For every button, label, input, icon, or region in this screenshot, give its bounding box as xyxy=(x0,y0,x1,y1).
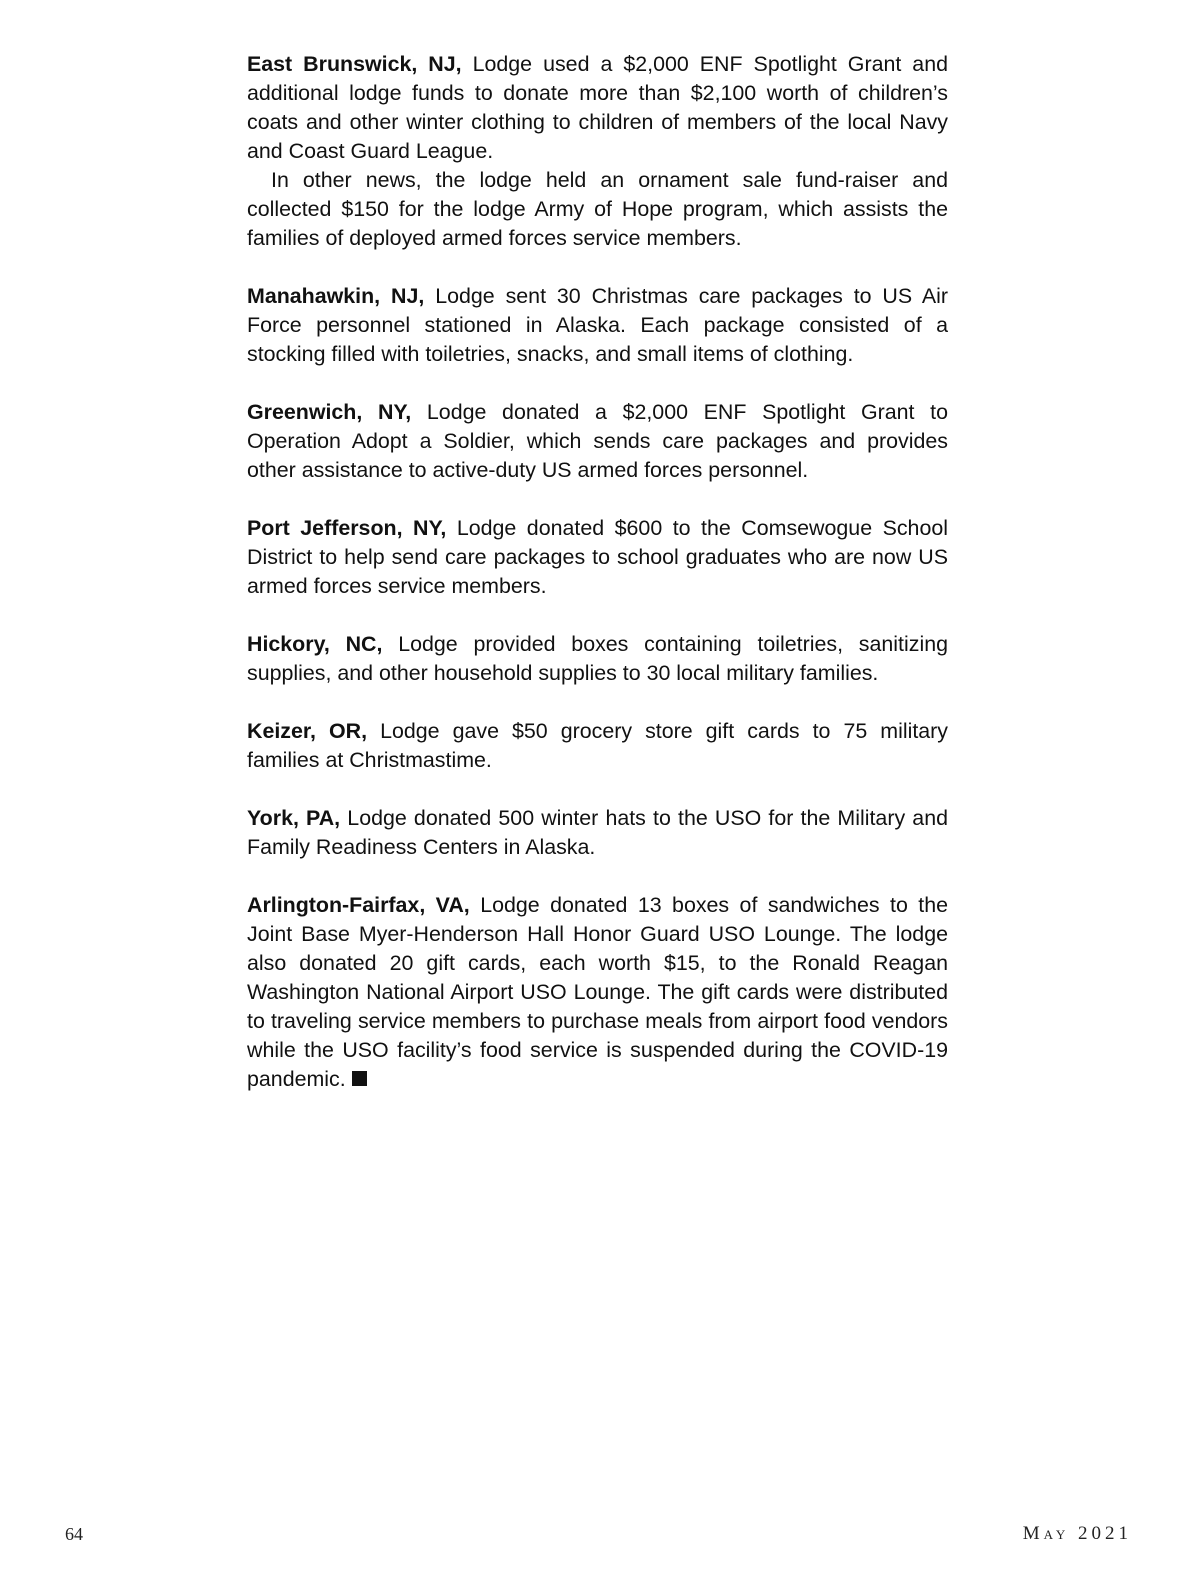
news-entry-greenwich xyxy=(247,398,948,485)
entry-text: Lodge donated a $2,000 ENF Spotlight Grant to Operation Adopt a Soldier, which sends care packages and provides other assistance to active-duty US armed forces personnel. xyxy=(247,400,948,482)
news-entry-hickory xyxy=(247,630,948,688)
entry-paragraph xyxy=(247,398,948,485)
entry-paragraph xyxy=(247,50,948,166)
entry-location: Hickory, NC, xyxy=(247,632,383,656)
entry-location: Keizer, OR, xyxy=(247,719,368,743)
entry-text: Lodge gave $50 grocery store gift cards to 75 military families at Christmastime. xyxy=(247,719,949,772)
news-entry-port-jefferson xyxy=(247,514,948,601)
news-entry-arlington-fairfax xyxy=(247,891,948,1094)
news-entry-east-brunswick xyxy=(247,50,948,253)
entry-text: Lodge provided boxes containing toiletries, sanitizing supplies, and other household supplies to 30 local military families. xyxy=(247,632,948,685)
entry-text: Lodge sent 30 Christmas care packages to US Air Force personnel stationed in Alaska. Each package consisted of a stocking filled with toiletries, snacks, and small items of clothing. xyxy=(247,284,948,366)
entry-location: Greenwich, NY, xyxy=(247,400,412,424)
end-of-article-square-icon xyxy=(352,1071,367,1086)
entry-paragraph xyxy=(247,891,948,1094)
entry-text: Lodge donated 13 boxes of sandwiches to the Joint Base Myer-Henderson Hall Honor Guard USO Lounge. The lodge also donated 20 gift cards, each worth $15, to the Ronald Reagan Washington National Airport USO Lounge. The gift cards were distributed to traveling service members to purchase meals from airport food vendors while the USO facility’s food service is suspended during the COVID-19 pandemic. xyxy=(247,893,949,1091)
entry-text: Lodge donated $600 to the Comsewogue School District to help send care packages to school graduates who are now US armed forces service members. xyxy=(247,516,948,598)
entry-paragraph xyxy=(247,804,948,862)
entry-location: York, PA, xyxy=(247,806,341,830)
entry-followup-paragraph: In other news, the lodge held an ornament sale fund-raiser and collected $150 for the lodge Army of Hope program, which assists the families of deployed armed forces service members. xyxy=(247,168,948,250)
article-column xyxy=(247,50,948,1123)
entry-paragraph xyxy=(247,514,948,601)
news-entry-york xyxy=(247,804,948,862)
entry-paragraph xyxy=(247,717,948,775)
entry-location: Arlington-Fairfax, VA, xyxy=(247,893,470,917)
entry-location: East Brunswick, NJ, xyxy=(247,52,462,76)
entry-paragraph xyxy=(247,282,948,369)
entry-text: Lodge donated 500 winter hats to the USO for the Military and Family Readiness Centers in Alaska. xyxy=(247,806,948,859)
issue-date: May 2021 xyxy=(1022,1523,1132,1544)
entry-paragraph xyxy=(247,630,948,688)
entry-text: Lodge used a $2,000 ENF Spotlight Grant and additional lodge funds to donate more than $2,100 worth of children’s coats and other winter clothing to children of members of the local Navy and Coast Guard League. xyxy=(247,52,948,163)
page-number: 64 xyxy=(65,1524,83,1544)
entry-location: Manahawkin, NJ, xyxy=(247,284,425,308)
entry-location: Port Jefferson, NY, xyxy=(247,516,447,540)
news-entry-keizer xyxy=(247,717,948,775)
news-entry-manahawkin xyxy=(247,282,948,369)
